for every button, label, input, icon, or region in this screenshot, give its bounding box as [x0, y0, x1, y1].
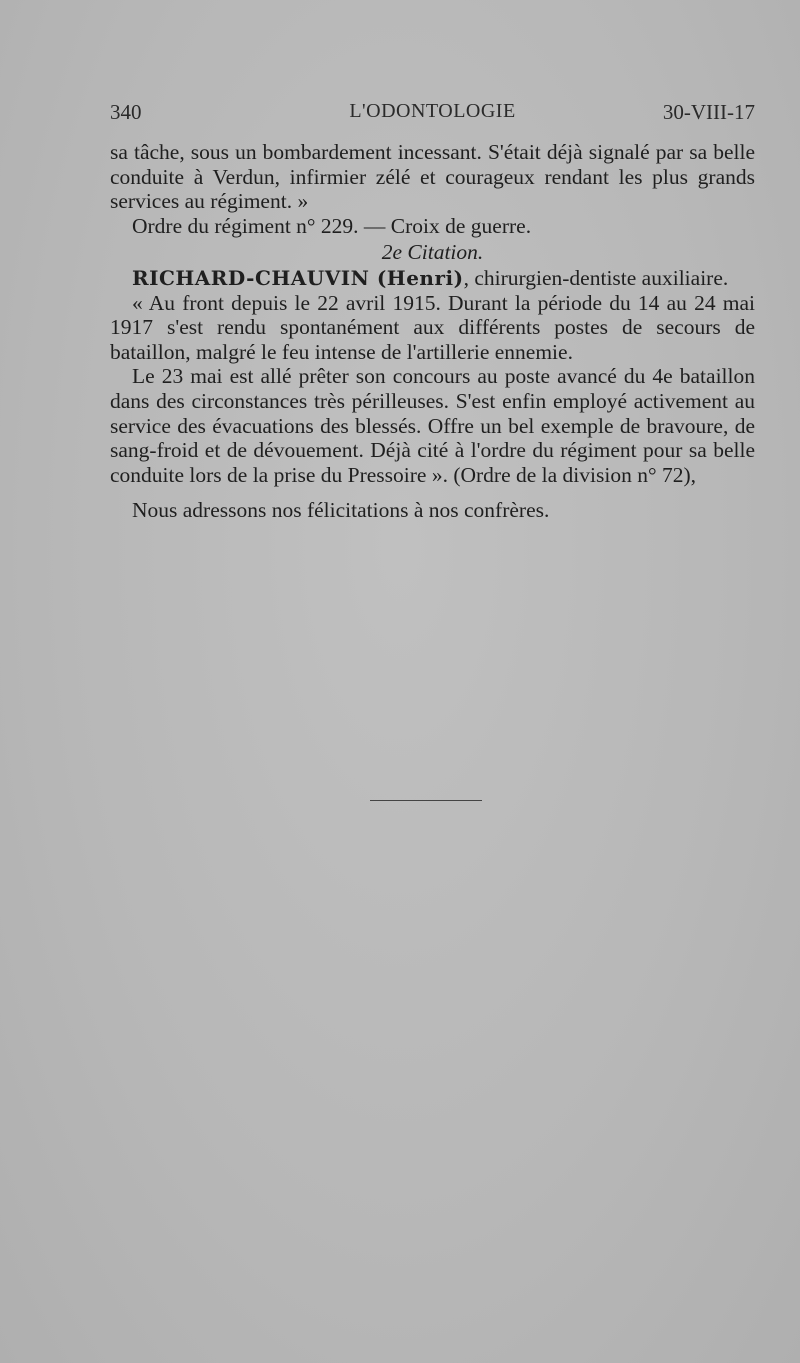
paragraph-continuation: sa tâche, sous un bombardement incessant. S'était déjà signalé par sa belle conduite à Verdun, infirmier zélé et courageux rendant les plus grands services au régiment. » — [110, 140, 755, 214]
paragraph-citation-part1: « Au front depuis le 22 avril 1915. Durant la période du 14 au 24 mai 1917 s'est rendu spontanément aux différents postes de secours de bataillon, malgré le feu intense de l'artillerie ennemie. — [110, 290, 755, 364]
paragraph-citation-part2: Le 23 mai est allé prêter son concours au poste avancé du 4e bataillon dans des circonstances très périlleuses. S'est enfin employé activement au service des évacuations des blessés. Offre un bel exemple de bravoure, de sang-froid et de dévouement. Déjà cité à l'ordre du régiment pour sa belle conduite lors de la prise du Pressoire ». (Ordre de la division n° 72), — [110, 364, 755, 487]
body-text — [110, 140, 755, 523]
paragraph-regiment-order: Ordre du régiment n° 229. — Croix de guerre. — [132, 213, 532, 238]
page-number: 340 — [110, 100, 142, 124]
person-name: RICHARD-CHAUVIN (Henri) — [132, 265, 464, 290]
paragraph-name-line — [110, 266, 755, 291]
citation-heading: 2e Citation. — [381, 240, 484, 265]
running-header — [110, 100, 755, 130]
section-divider — [370, 800, 482, 801]
person-title: , chirurgien-dentiste auxiliaire. — [463, 265, 729, 290]
journal-title: L'ODONTOLOGIE — [349, 100, 516, 122]
issue-date: 30-VIII-17 — [662, 100, 755, 124]
paragraph-closing: Nous adressons nos félicitations à nos confrères. — [132, 498, 550, 523]
